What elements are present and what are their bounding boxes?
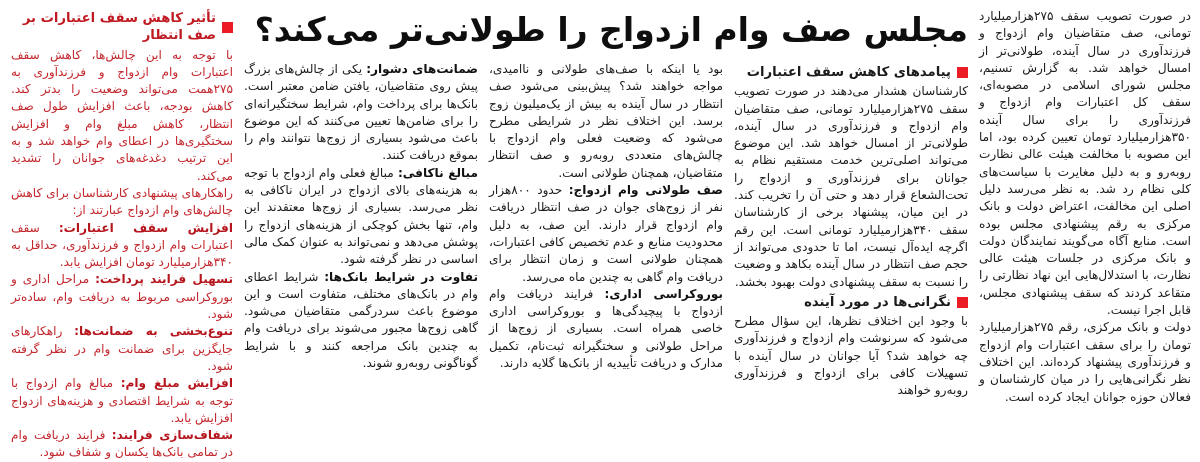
headline: مجلس صف وام ازدواج را طولانی‌تر می‌کند؟ bbox=[254, 10, 968, 49]
paragraph-text: بود یا اینکه با صف‌های طولانی و ناامیدی، مواجه خواهند شد؟ پیش‌بینی می‌شود صف انتظار در سال آینده به بیش از یک‌میلیون زوج برسد. این اختلاف نظر در شرایطی مطرح می‌شود که وضعیت فعلی وام ازدواج با چالش‌های متعددی روبه‌رو و صف انتظار متقاضیان، همچنان طولانی است. bbox=[489, 62, 723, 180]
paragraph-lead: شفاف‌سازی فرایند: bbox=[111, 428, 233, 443]
paragraph bbox=[11, 271, 233, 323]
column-3 bbox=[489, 61, 723, 413]
paragraph-text: راهکارهای جایگزین برای ضمانت وام در نظر گرفته شود. bbox=[11, 324, 233, 373]
paragraph-text: فرایند دریافت وام ازدواج با پیچیدگی‌ها و بوروکراسی اداری خاصی همراه است. بسیاری از زوج‌ها از مراحل طولانی و سختگیرانه ثبت‌نام، تکمیل مدارک و دریافت تأییدیه از بانک‌ها گلایه دارند. bbox=[489, 286, 723, 371]
paragraph-text: مبالغ وام ازدواج با توجه به شرایط اقتصادی و هزینه‌های ازدواج افزایش یابد. bbox=[11, 376, 233, 425]
paragraph bbox=[11, 220, 233, 272]
paragraph bbox=[11, 47, 233, 185]
paragraph bbox=[11, 427, 233, 462]
paragraph-text: راهکارهای پیشنهادی کارشناسان برای کاهش چالش‌های وام ازدواج عبارتند از: bbox=[11, 185, 233, 218]
paragraph-lead: افزایش مبلغ وام: bbox=[120, 376, 233, 391]
paragraph-lead: تسهیل فرایند پرداخت: bbox=[95, 272, 233, 287]
paragraph-text: در صورت تصویب سقف ۲۷۵هزارمیلیارد تومانی، صف متقاضیان وام ازدواج و فرزندآوری در سال آینده، طولانی‌تر از امسال خواهد شد. به گزارش تسنیم، مجلس شورای اسلامی در مصوبه‌ای، سقف کل اعتبارات وام ازدواج و فرزندآوری را برای سال آینده ۳۵۰هزارمیلیارد تومان تعیین کرده بود، اما این مصوبه با مخالفت هیئت عالی نظارت روبه‌رو و به دلیل مغایرت با سیاست‌های کلی نظام رد شد. به نظر می‌رسد دلیل اصلی این مخالفت، اعتراض دولت و بانک مرکزی به رقم پیشنهادی مجلس بوده است. منابع آگاه می‌گویند نمایندگان دولت و بانک مرکزی در جلسات هیئت عالی نظارت، با استدلال‌هایی این نهاد نظارتی را متقاعد کردند که سقف پیشنهادی مجلس، قابل اجرا نیست. bbox=[979, 9, 1191, 318]
paragraph bbox=[489, 286, 723, 372]
column-4 bbox=[244, 61, 478, 413]
paragraph bbox=[489, 61, 723, 182]
lede-paragraph bbox=[979, 8, 1191, 319]
paragraph bbox=[11, 323, 233, 375]
article-columns bbox=[244, 61, 968, 413]
paragraph bbox=[734, 313, 968, 399]
paragraph-text: یکی از چالش‌های بزرگ پیش روی متقاضیان، یافتن ضامن معتبر است. بانک‌ها برای پرداخت وام، شرایط سختگیرانه‌ای را برای ضامن‌ها تعیین می‌کنند که این موضوع باعث می‌شود بسیاری از زوج‌ها نتوانند وام را بموقع دریافت کنند. bbox=[244, 62, 478, 163]
paragraph-text: مبالغ فعلی وام ازدواج با توجه به هزینه‌های بالای ازدواج در ایران ناکافی به نظر می‌رسد. بسیاری از زوج‌ها معتقدند این وام، تنها بخش کوچکی از هزینه‌های ازدواج را پوشش می‌دهد و نمی‌تواند به عنوان کمک مالی اساسی در نظر گرفته شود. bbox=[244, 165, 478, 267]
column-lede bbox=[979, 5, 1191, 413]
red-square-bullet-icon bbox=[957, 297, 968, 308]
section-title bbox=[11, 10, 233, 45]
section-title bbox=[734, 294, 968, 311]
paragraph bbox=[11, 375, 233, 427]
paragraph-text: با توجه به این چالش‌ها، کاهش سقف اعتبارات وام ازدواج و فرزندآوری به ۲۷۵همت می‌تواند وضعیت را بدتر کند. کاهش بودجه، باعث افزایش طول صف انتظار، کاهش مبلغ وام و افزایش سختگیری‌ها در اعطای وام خواهد شد و به این ترتیب دغدغه‌های جوانان را تشدید می‌کند. bbox=[11, 47, 233, 183]
section-title-label: پیامدهای کاهش سقف اعتبارات bbox=[746, 65, 951, 80]
paragraph-text: با وجود این اختلاف نظرها، این سؤال مطرح می‌شود که سرنوشت وام ازدواج و فرزندآوری چه خواهد شد؟ آیا جوانان در سال آینده با تسهیلات کافی برای ازدواج و فرزندآوری روبه‌رو خواهند bbox=[734, 314, 968, 398]
paragraph bbox=[244, 269, 478, 373]
paragraph-text: کارشناسان هشدار می‌دهند در صورت تصویب سقف ۲۷۵هزارمیلیارد تومانی، صف متقاضیان وام ازدواج و فرزندآوری در سال آینده، طولانی‌تر از امسال خواهد شد. این موضوع می‌تواند اصلی‌ترین خدمت مستقیم نظام به جوانان برای فرزندآوری و ازدواج را تحت‌الشعاع قرار دهد و حتی آن را تخریب کند. در این میان، پیشنهاد برخی از کارشناسان سقف ۳۴۰هزارمیلیارد تومانی است. این رقم اگرچه ایده‌آل نیست، اما تا حدودی می‌تواند از حجم صف انتظار در سال آینده بکاهد و وضعیت را نسبت به سقف پیشنهادی دولت بهبود بخشد. bbox=[734, 84, 968, 289]
red-square-bullet-icon bbox=[957, 67, 968, 78]
section-title-label: نگرانی‌ها در مورد آینده bbox=[804, 294, 951, 310]
paragraph bbox=[734, 83, 968, 291]
paragraph bbox=[489, 182, 723, 286]
paragraph-lead: تنوع‌بخشی به ضمانت‌ها: bbox=[74, 324, 233, 339]
section-title bbox=[734, 64, 968, 81]
paragraph-text: مراحل اداری و بوروکراسی مربوط به دریافت وام، ساده‌تر شود. bbox=[11, 272, 233, 322]
paragraph-lead: تفاوت در شرایط بانک‌ها: bbox=[324, 269, 478, 284]
paragraph-lead: مبالغ ناکافی: bbox=[397, 165, 478, 180]
paragraph bbox=[244, 61, 478, 165]
column-highlight-red bbox=[11, 5, 233, 460]
paragraph bbox=[244, 165, 478, 269]
column-2 bbox=[734, 61, 968, 413]
paragraph-lead: افزایش سقف اعتبارات: bbox=[58, 220, 233, 235]
paragraph-lead: صف طولانی وام ازدواج: bbox=[568, 183, 723, 198]
paragraph-text: سقف اعتبارات وام ازدواج و فرزندآوری، حداقل به ۳۴۰هزارمیلیارد تومان افزایش یابد. bbox=[11, 220, 233, 270]
paragraph bbox=[11, 185, 233, 220]
lede-paragraph bbox=[979, 319, 1191, 405]
section-title-label: تأثیر کاهش سقف اعتبارات بر صف انتظار bbox=[22, 11, 216, 44]
paragraph-text: حدود ۸۰۰هزار نفر از زوج‌های جوان در صف انتظار دریافت وام ازدواج قرار دارند. این صف، به دلیل محدودیت منابع و عدم تخصیص کافی اعتبارات، همچنان طولانی است و زمان انتظار برای دریافت وام گاهی به چندین ماه می‌رسد. bbox=[489, 183, 723, 284]
paragraph-lead: بوروکراسی اداری: bbox=[604, 286, 723, 301]
paragraph-text: فرایند دریافت وام در تمامی بانک‌ها یکسان و شفاف شود. bbox=[11, 428, 233, 460]
red-square-bullet-icon bbox=[222, 22, 233, 33]
paragraph-text: شرایط اعطای وام در بانک‌های مختلف، متفاوت است و این موضوع باعث سردرگمی متقاضیان می‌شود. گاهی زوج‌ها مجبور می‌شوند برای دریافت وام به چندین بانک مراجعه کنند و با شرایط گوناگونی روبه‌رو شوند. bbox=[244, 269, 478, 371]
article-main bbox=[244, 5, 968, 413]
paragraph-lead: ضمانت‌های دشوار: bbox=[366, 62, 478, 76]
paragraph-text: دولت و بانک مرکزی، رقم ۲۷۵هزارمیلیارد تومان را برای سقف اعتبارات وام ازدواج و فرزندآوری پیشنهاد کرده‌اند. این اختلاف نظر نگرانی‌هایی را در میان کارشناسان و فعالان حوزه جوانان ایجاد کرده است. bbox=[979, 320, 1191, 404]
